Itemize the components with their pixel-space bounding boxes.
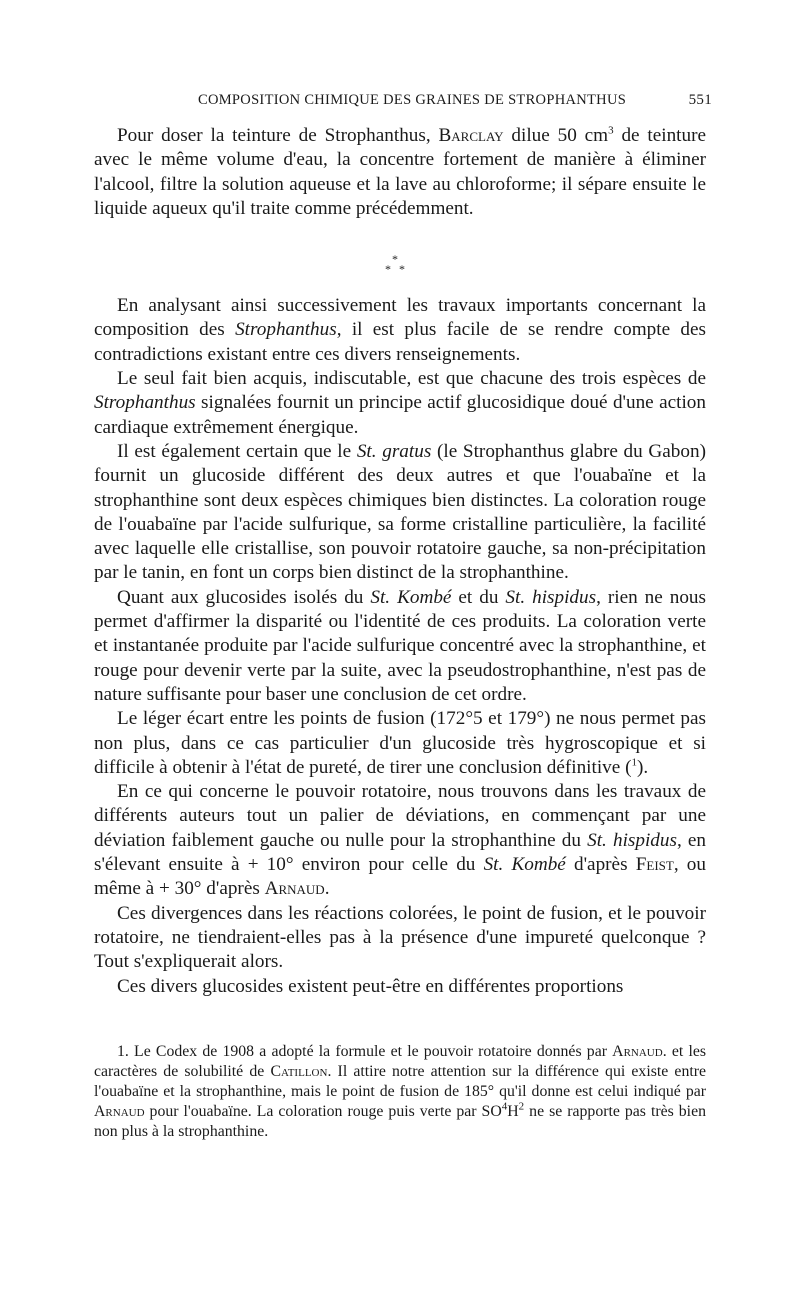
author-name-catillon: Catillon <box>270 1063 328 1080</box>
author-name-barclay: Barclay <box>438 125 504 146</box>
text-run: d'après <box>565 854 636 876</box>
text-run: En ce qui concerne le pouvoir rotatoire, nous trouvons dans les travaux de différents auteurs tout un palier de déviations, en commençant par une déviation faiblement gauche ou nulle pour la strophanthine du <box>94 781 706 851</box>
footnote-1 <box>94 1042 706 1142</box>
text-run: 1. Le Codex de 1908 a adopté la formule et le pouvoir rotatoire donnés par <box>117 1043 613 1060</box>
text-run: Il est également certain que le <box>117 440 357 462</box>
paragraph-5 <box>94 586 706 707</box>
italic-term: Strophanthus <box>94 392 196 414</box>
text-run: Quant aux glucosides isolés du <box>117 586 371 608</box>
text-run: . Il attire notre attention sur la différence qui existe entre l'ouabaïne et la strophanthine, mais le point de fusion de 185° qu'il donne est celui indiqué par <box>94 1063 707 1100</box>
superscript: 3 <box>608 124 614 137</box>
text-run: Le seul fait bien acquis, indiscutable, est que chacune des trois espèces de <box>117 368 706 390</box>
text-run: de teinture avec le même volume d'eau, la concentre fortement de manière à éliminer l'alcool, filtre la solution aqueuse et la lave au chloroforme; il sépare ensuite le liquide aqueux qu'il traite comme précédemment. <box>94 125 706 219</box>
paragraph-1 <box>94 124 706 221</box>
asterisk-right: * <box>399 262 405 277</box>
text-run: . et les caractères de solubilité de <box>94 1043 707 1080</box>
running-header <box>198 92 712 109</box>
footnote <box>94 1042 706 1142</box>
paragraph-3 <box>94 367 706 440</box>
text-run: pour l'ouabaïne. La coloration rouge puis verte par SO <box>144 1103 502 1120</box>
author-name-feist: Feist <box>635 854 674 876</box>
text-run: Pour doser la teinture de Strophanthus, <box>117 125 439 146</box>
paragraph-4 <box>94 440 706 586</box>
running-title: COMPOSITION CHIMIQUE DES GRAINES DE STROPHANTHUS <box>198 92 627 108</box>
text-run: (le Strophanthus glabre du Gabon) fournit un glucoside différent des deux autres et que l'ouabaïne et la strophanthine sont deux espèces chimiques bien distinctes. La coloration rouge de l'ouabaïne par l'acide sulfurique, sa forme cristalline particulière, la facilité avec laquelle elle cristallise, son pouvoir rotatoire gauche, sa non-précipitation par le tanin, en font un corps bien distinct de la strophanthine. <box>94 440 706 584</box>
superscript: 2 <box>518 1100 525 1113</box>
main-text <box>94 124 706 999</box>
paragraph-8: Ces divergences dans les réactions colorées, le point de fusion, et le pouvoir rotatoire, ne tiendraient-elles pas à la présence d'une impureté quelconque ? Tout s'expliquerait alors. <box>94 902 706 973</box>
text-run: ). <box>636 756 649 778</box>
italic-term: Strophanthus <box>235 319 337 341</box>
paragraph-7 <box>94 780 706 901</box>
page-number: 551 <box>688 92 712 108</box>
author-name-arnaud: Arnaud <box>264 878 325 900</box>
paragraph-6 <box>94 707 706 780</box>
italic-term: St. Kombé <box>370 586 452 608</box>
paragraph-2 <box>94 294 706 367</box>
text-run: H <box>507 1103 519 1120</box>
text-run: , rien ne nous permet d'affirmer la disparité ou l'identité de ces produits. La coloration verte et instantanée produite par l'acide sulfurique concentré avec la strophanthine, et rouge pour devenir verte par la suite, avec la pseudostrophanthine, n'est pas de nature suffisante pour baser une conclusion de cet ordre. <box>94 586 706 705</box>
author-name-arnaud: Arnaud <box>94 1103 145 1120</box>
text-run: Le léger écart entre les points de fusion (172°5 et 179°) ne nous permet pas non plus, dans ce cas particulier d'un glucoside très hygroscopique et si difficile à obtenir à l'état de pureté, de tirer une conclusion définitive ( <box>94 708 706 778</box>
text-run: et du <box>451 586 506 608</box>
text-run: , en s'élevant ensuite à + 10° environ pour celle du <box>94 829 706 876</box>
italic-term: St. hispidus <box>505 586 597 608</box>
author-name-arnaud: Arnaud <box>612 1043 663 1060</box>
footnote-ref: 1 <box>631 756 637 769</box>
text-run: . <box>324 878 330 900</box>
text-run: , ou même à + 30° d'après <box>94 854 706 900</box>
text-run: ne se rapporte pas très bien non plus à la strophanthine. <box>94 1103 706 1140</box>
text-run: signalées fournit un principe actif glucosidique doué d'une action cardiaque extrêmement énergique. <box>94 392 706 438</box>
section-break-asterism <box>94 221 706 294</box>
italic-term: St. gratus <box>356 440 432 462</box>
text-run: dilue 50 cm <box>503 125 609 146</box>
italic-term: St. Kombé <box>483 854 566 876</box>
superscript: 4 <box>501 1100 508 1113</box>
text-run: , il est plus facile de se rendre compte des contradictions existant entre ces divers renseignements. <box>94 319 706 365</box>
paragraph-9: Ces divers glucosides existent peut-être en différentes proportions <box>117 975 624 997</box>
text-run: En analysant ainsi successivement les travaux importants concernant la composition des <box>94 295 706 341</box>
asterisk-left: * <box>385 262 391 277</box>
asterisk-top: * <box>392 252 398 267</box>
italic-term: St. hispidus <box>587 829 677 851</box>
